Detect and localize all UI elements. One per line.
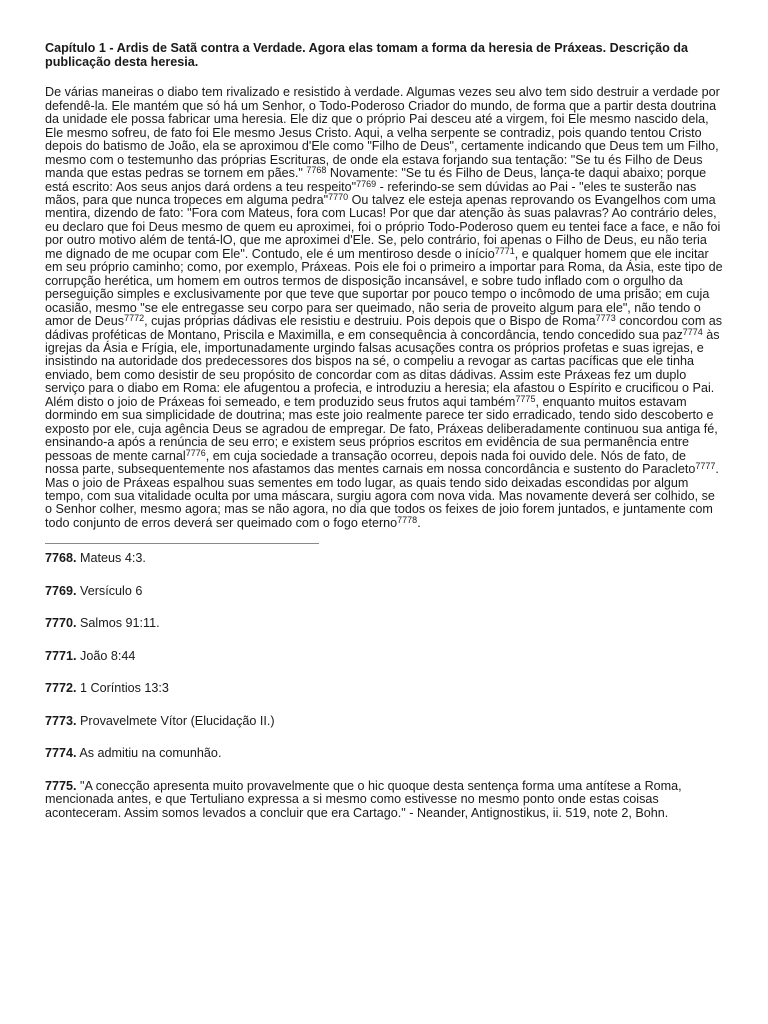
footnote-item [45, 715, 723, 729]
footnote-ref-7768[interactable]: 7768 [306, 165, 327, 176]
footnote-number: 7768. [45, 551, 77, 566]
footnote-ref-7775[interactable]: 7775 [515, 393, 536, 404]
footnote-text: 1 Coríntios 13:3 [80, 681, 169, 696]
footnote-text: Provavelmete Vítor (Elucidação II.) [80, 713, 275, 728]
footnote-ref-7773[interactable]: 7773 [595, 313, 616, 324]
document-page [45, 41, 723, 839]
footnote-item [45, 682, 723, 696]
body-text-segment: às igrejas da Ásia e Frígia, ele, importunadamente urgindo falsas acusações contra os próprios profetas e suas igrejas, e insistindo na autoridade dos predecessores dos bispos na sé, o compeliu a revogar as cartas pacíficas que ele tinha enviado, bem como desistir de seu propósito de concordar com as ditas dádivas. Assim este Práxeas fez um duplo serviço para o diabo em Roma: ele afugentou a profecia, e introduziu a heresia; ela afastou o Espírito e crucificou o Pai. Além disto o joio de Práxeas foi semeado, e tem produzido seus frutos aqui também [45, 327, 720, 409]
body-text-segment: concordou com as dádivas proféticas de Montano, Priscila e Maximilla, e em consequência à concordância, tendo concedido sua paz [45, 314, 723, 342]
footnote-ref-7777[interactable]: 7777 [695, 461, 716, 472]
body-text-segment: . [417, 515, 421, 530]
footnote-ref-7776[interactable]: 7776 [185, 447, 206, 458]
footnote-number: 7769. [45, 583, 77, 598]
body-text-segment: De várias maneiras o diabo tem rivalizado e resistido à verdade. Algumas vezes seu alvo tem sido destruir a verdade por defendê-la. Ele mantém que só há um Senhor, o Todo-Poderoso Criador do mundo, de forma que a partir desta doutrina da unidade ele possa fabricar uma heresia. Ele diz que o próprio Pai desceu até a virgem, foi Ele mesmo nascido dela, Ele mesmo sofreu, de fato foi Ele mesmo Jesus Cristo. Aqui, a velha serpente se contradiz, pois quando tentou Cristo depois do batismo de João, ela se aproximou d'Ele como "Filho de Deus", certamente indicando que Deus tem um Filho, mesmo com o testemunho das próprias Escrituras, de onde ela estava forjando sua tentação: "Se tu és Filho de Deus manda que estas pedras se tornem em pães." [45, 85, 720, 181]
chapter-title: Capítulo 1 - Ardis de Satã contra a Verdade. Agora elas tomam a forma da heresia de Práxeas. Descrição da publicação desta heresia. [45, 41, 688, 70]
footnote-number: 7770. [45, 616, 77, 631]
footnote-number: 7773. [45, 713, 77, 728]
footnote-text: Versículo 6 [80, 583, 143, 598]
footnote-divider [45, 543, 319, 544]
body-text-segment: Ou talvez ele esteja apenas reprovando os Evangelhos com uma mentira, dizendo de fato: "Fora com Mateus, fora com Lucas! Por que dar atenção às suas palavras? Ao contrário deles, eu declaro que foi Deus mesmo de quem eu aproximei, foi o próprio Todo-Poderoso quem eu tentei face a face, e não foi por outro motivo além de tentá-lO, que me aproximei d'Ele. Se, pelo contrário, foi apenas o Filho de Deus, eu não teria me dignado de me ocupar com Ele". Contudo, ele é um mentiroso desde o início [45, 193, 721, 261]
body-text-segment: , cujas próprias dádivas ele resistiu e destruiu. Pois depois que o Bispo de Roma [144, 314, 596, 329]
footnote-text: Mateus 4:3. [80, 551, 146, 566]
body-text-segment: - referindo-se sem dúvidas ao Pai - "eles te susterão nas mãos, para que nunca tropeces em alguma pedra" [45, 179, 697, 208]
footnote-item [45, 780, 723, 821]
body-text-segment: Novamente: "Se tu és Filho de Deus, lança-te daqui abaixo; porque está escrito: Aos seus anjos dará ordens a teu respeito" [45, 166, 707, 194]
body-text-segment: , enquanto muitos estavam dormindo em sua simplicidade de doutrina; mas este joio realmente parece ter sido erradicado, tendo sido descoberto e exposto por ele, cuja agência Deus se agradou de empregar. De fato, Práxeas deliberadamente continuou sua antiga fé, ensinando-a após a renúncia de seu erro; e existem seus próprios escritos em evidência de sua permanência entre pessoas de mente carnal [45, 394, 718, 463]
body-text-segment: , e qualquer homem que ele incitar em seu próprio caminho; como, por exemplo, Práxeas. Pois ele foi o primeiro a importar para Roma, da Ásia, este tipo de corrupção herética, um homem em outros termos de disposição incansável, e sobre tudo inflado com o orgulho da perseguição simples e exclusivamente por que teve que suportar por pouco tempo o incômodo de uma prisão; em cuja ocasião, mesmo "se ele entregasse seu corpo para ser queimado, não seria de proveito algum para ele", não tendo o amor de Deus [45, 246, 723, 329]
footnote-text: João 8:44 [80, 648, 136, 663]
body-text-segment: . Mas o joio de Práxeas espalhou suas sementes em todo lugar, as quais tendo sido deixadas escondidas por algum tempo, com sua vitalidade oculta por uma máscara, surgiu agora com nova vida. Mas novamente deverá ser colhido, se o Senhor colher, mesmo agora; mas se não agora, no dia que todos os feixes de joio forem juntados, e juntamente com todo conjunto de erros deverá ser queimado com o fogo eterno [45, 462, 719, 530]
footnote-ref-7772[interactable]: 7772 [124, 313, 145, 324]
footnote-ref-7778[interactable]: 7778 [397, 514, 418, 525]
footnote-item [45, 617, 723, 631]
footnote-number: 7774. [45, 746, 77, 761]
footnote-item [45, 650, 723, 664]
footnote-item [45, 552, 723, 566]
footnote-ref-7771[interactable]: 7771 [494, 245, 515, 256]
footnote-text: "A conecção apresenta muito provavelmente que o hic quoque desta sentença forma uma antítese a Roma, mencionada antes, e que Tertuliano expressa a si mesmo como estivesse no mesmo ponto onde estas coisas aconteceram. Assim somos levados a concluir que era Cartago." - Neander, Antignostikus, ii. 519, note 2, Bohn. [45, 778, 682, 820]
footnote-ref-7770[interactable]: 7770 [328, 192, 349, 203]
body-text-segment: , em cuja sociedade a transação ocorreu, depois nada foi ouvido dele. Nós de fato, de nossa parte, subsequentemente nos afastamos das mentes carnais em nossa concordância e sustento do Paracleto [45, 448, 696, 477]
footnote-ref-7774[interactable]: 7774 [682, 326, 703, 337]
footnote-text: As admitiu na comunhão. [79, 746, 222, 761]
footnote-number: 7772. [45, 681, 77, 696]
footnote-number: 7771. [45, 648, 77, 663]
footnote-item [45, 747, 723, 761]
footnote-text: Salmos 91:11. [80, 616, 160, 631]
footnote-item [45, 585, 723, 599]
footnote-number: 7775. [45, 778, 77, 793]
footnotes-list [45, 552, 723, 820]
footnote-ref-7769[interactable]: 7769 [356, 178, 377, 189]
body-paragraph [45, 86, 723, 530]
